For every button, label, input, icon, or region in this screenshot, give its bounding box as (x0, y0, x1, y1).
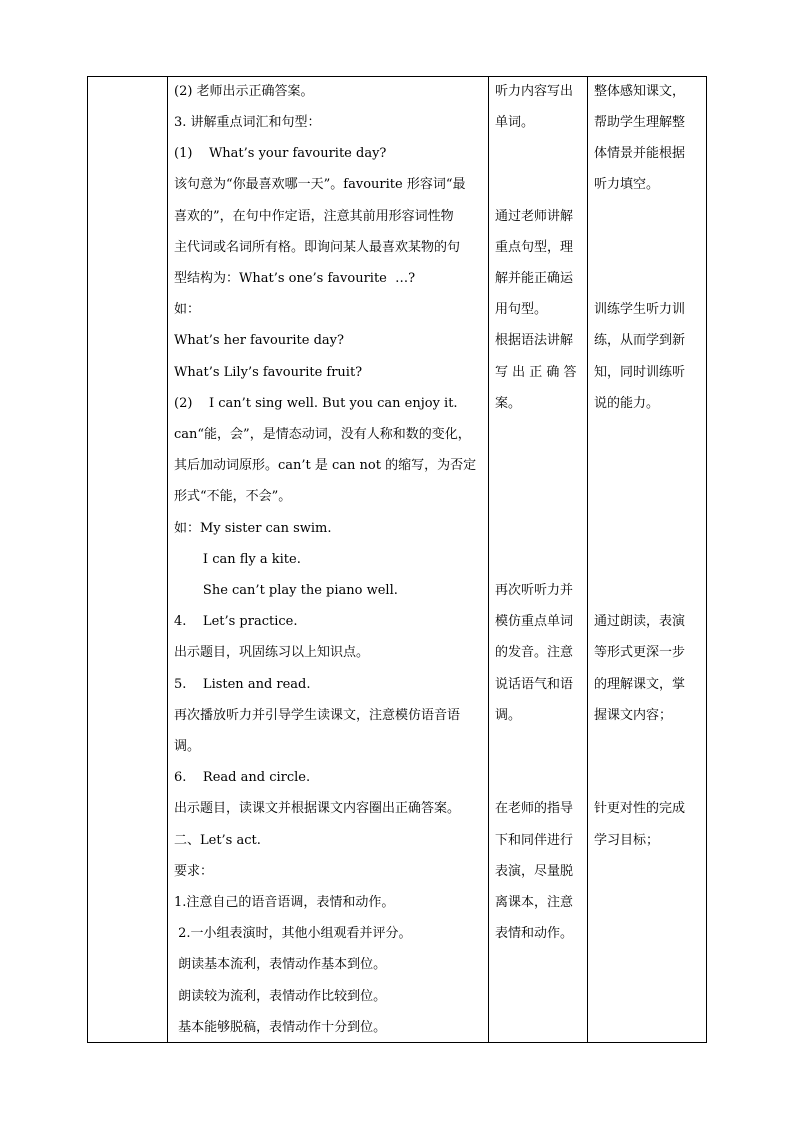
text-line: 学习目标； (594, 833, 660, 848)
table-bottom-border (87, 1042, 707, 1043)
text-line: 用句型。 (495, 302, 548, 317)
text-line: (2) I can’t sing well. But you can enjoy it. (174, 396, 458, 411)
text-line: 知，同时训练听 (594, 365, 686, 380)
text-line: 5. Listen and read. (174, 677, 311, 692)
text-line: 针更对性的完成 (594, 801, 686, 816)
text-line: 离课本，注意 (495, 895, 574, 910)
text-line: 在老师的指导 (495, 801, 574, 816)
text-line: 形式“不能，不会”。 (174, 489, 292, 504)
text-line: 3. 讲解重点词汇和句型： (174, 115, 321, 130)
text-line: 2.一小组表演时，其他小组观看并评分。 (174, 926, 412, 941)
text-line: 如： (174, 302, 201, 317)
text-line: 重点句型，理 (495, 240, 574, 255)
text-line: 调。 (174, 739, 201, 754)
text-line: 二、Let’s act. (174, 833, 261, 848)
column-divider-1 (167, 76, 168, 1043)
text-line: 整体感知课文， (594, 84, 686, 99)
text-line: 握课文内容； (594, 708, 673, 723)
text-line: 案。 (495, 396, 522, 411)
text-line: 帮助学生理解整 (594, 115, 686, 130)
text-line: 听力内容写出 (495, 84, 574, 99)
text-line: 出示题目，读课文并根据课文内容圈出正确答案。 (174, 801, 461, 816)
text-line: What’s her favourite day? (174, 333, 344, 348)
text-line: 模仿重点单词 (495, 614, 574, 629)
text-line: What’s Lily’s favourite fruit? (174, 365, 363, 380)
text-line: She can’t play the piano well. (174, 583, 398, 598)
text-line: 该句意为“你最喜欢哪一天”。favourite 形容词“最 (174, 177, 466, 192)
text-line: (1) What’s your favourite day? (174, 146, 387, 161)
text-line: 再次播放听力并引导学生读课文，注意模仿语音语 (174, 708, 461, 723)
text-line: 4. Let’s practice. (174, 614, 298, 629)
text-line: 出示题目，巩固练习以上知识点。 (174, 645, 370, 660)
text-line: 听力填空。 (594, 177, 660, 192)
text-line: 说话语气和语 (495, 677, 574, 692)
text-line: 其后加动词原形。can’t 是 can not 的缩写，为否定 (174, 458, 477, 473)
text-line: 通过朗读，表演 (594, 614, 686, 629)
column-divider-2 (488, 76, 489, 1043)
table-top-border (87, 76, 707, 77)
table-left-border (87, 76, 88, 1043)
text-line: can“能，会”，是情态动词，没有人称和数的变化， (174, 427, 471, 442)
text-line: 写 出 正 确 答 (495, 365, 577, 380)
text-line: 朗读基本流利，表情动作基本到位。 (174, 957, 387, 972)
text-line: 等形式更深一步 (594, 645, 686, 660)
text-line: 调。 (495, 708, 522, 723)
text-line: 下和同伴进行 (495, 833, 574, 848)
text-line: 的发音。注意 (495, 645, 574, 660)
text-line: 的理解课文，掌 (594, 677, 686, 692)
column-divider-3 (587, 76, 588, 1043)
table-right-border (706, 76, 707, 1043)
text-line: (2) 老师出示正确答案。 (174, 84, 314, 99)
text-line: 训练学生听力训 (594, 302, 686, 317)
text-line: 单词。 (495, 115, 535, 130)
text-line: 喜欢的”，在句中作定语，注意其前用形容词性物 (174, 209, 454, 224)
text-line: 要求： (174, 864, 214, 879)
text-line: 再次听听力并 (495, 583, 574, 598)
text-line: 体情景并能根据 (594, 146, 686, 161)
text-line: 通过老师讲解 (495, 209, 574, 224)
text-line: 根据语法讲解 (495, 333, 574, 348)
text-line: 基本能够脱稿，表情动作十分到位。 (174, 1020, 387, 1035)
text-line: 朗读较为流利，表情动作比较到位。 (174, 989, 387, 1004)
text-line: 解并能正确运 (495, 271, 574, 286)
text-line: 说的能力。 (594, 396, 660, 411)
text-line: 如：My sister can swim. (174, 521, 332, 536)
text-line: 6. Read and circle. (174, 770, 311, 785)
text-line: 1.注意自己的语音语调，表情和动作。 (174, 895, 395, 910)
text-line: 表情和动作。 (495, 926, 574, 941)
text-line: 练，从而学到新 (594, 333, 686, 348)
text-line: I can fly a kite. (174, 552, 301, 567)
text-line: 型结构为：What’s one’s favourite …? (174, 271, 416, 286)
text-line: 表演，尽量脱 (495, 864, 574, 879)
text-line: 主代词或名词所有格。即询问某人最喜欢某物的句 (174, 240, 461, 255)
